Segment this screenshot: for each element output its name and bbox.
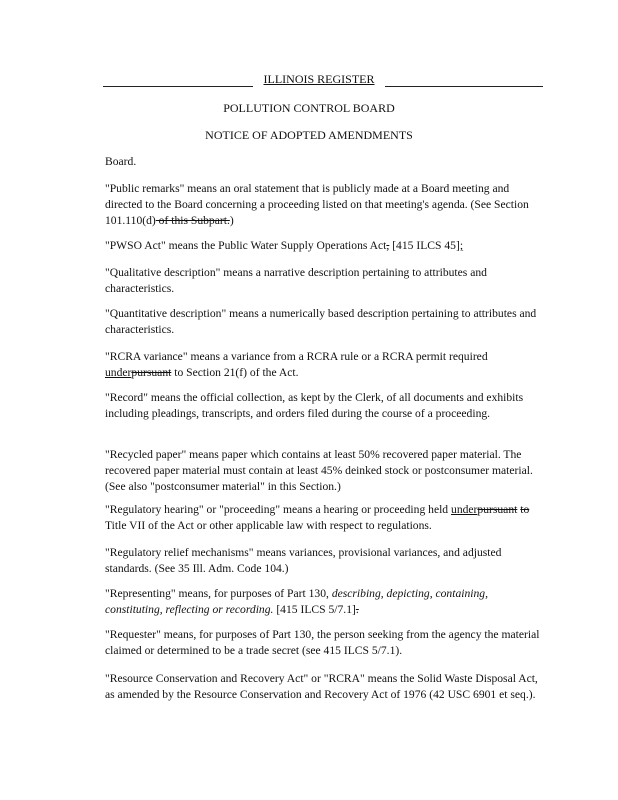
text-segment: [415 ILCS 5/7.1]: [273, 603, 356, 616]
text-segment: to Section 21(f) of the Act.: [171, 366, 299, 379]
paragraph-board: Board.: [105, 155, 137, 168]
deleted-text: pursuant: [477, 503, 518, 516]
header-rule-left: [103, 86, 253, 87]
register-header: [103, 72, 543, 90]
text-segment: [415 ILCS 45]: [389, 239, 460, 252]
text-segment: Title VII of the Act or other applicable law with respect to regulations.: [105, 519, 432, 532]
text-segment: "RCRA variance" means a variance from a RCRA rule or a RCRA permit required: [105, 350, 488, 363]
definition-regulatory-relief: "Regulatory relief mechanisms" means variances, provisional variances, and adjusted standards. (See 35 Ill. Adm. Code 104.): [105, 546, 502, 575]
definition-regulatory-hearing: [105, 502, 545, 534]
deleted-text: .: [355, 603, 359, 616]
header-rule-right: [385, 86, 543, 87]
definition-requester: "Requester" means, for purposes of Part 130, the person seeking from the agency the material claimed or determined to be a trade secret (see 415 ILCS 5/7.1).: [105, 628, 540, 657]
definition-qualitative-description: "Qualitative description" means a narrative description pertaining to attributes and characteristics.: [105, 266, 487, 295]
definition-pwso-act: [105, 238, 545, 254]
register-title: ILLINOIS REGISTER: [263, 72, 375, 86]
text-segment: "Regulatory hearing" or "proceeding" means a hearing or proceeding held: [105, 503, 452, 516]
definition-representing: [105, 586, 545, 618]
text-segment: ): [229, 214, 234, 227]
definition-rcra-variance: [105, 349, 545, 381]
board-name: POLLUTION CONTROL BOARD: [223, 101, 395, 115]
text-segment: "Public remarks" means an oral statement that is publicly made at a Board meeting and directed to the Board concerning a proceeding listed on that meeting's agenda. (See Section 101.110(d): [105, 182, 529, 227]
definition-rcra: "Resource Conservation and Recovery Act" or "RCRA" means the Solid Waste Disposal Act, as amended by the Resource Conservation and Recovery Act of 1976 (42 USC 6901 et seq.).: [105, 672, 538, 701]
inserted-text: under: [105, 366, 132, 379]
statutory-text: describing, depicting, containing, constituting, reflecting or recording.: [105, 587, 488, 616]
deleted-text: pursuant: [131, 366, 172, 379]
notice-title: NOTICE OF ADOPTED AMENDMENTS: [205, 128, 413, 142]
inserted-text: under: [451, 503, 478, 516]
deleted-text: ,: [386, 239, 390, 252]
definition-record: "Record" means the official collection, as kept by the Clerk, of all documents and exhibits including pleadings, transcripts, and orders filed during the course of a proceeding.: [105, 391, 524, 420]
inserted-text: ;: [459, 239, 464, 252]
definition-quantitative-description: "Quantitative description" means a numerically based description pertaining to attributes and characteristics.: [105, 307, 537, 336]
deleted-text: to: [520, 503, 530, 516]
deleted-text: of this Subpart.: [155, 214, 230, 227]
text-segment: "Representing" means, for purposes of Part 130,: [105, 587, 332, 600]
definition-public-remarks: [105, 181, 545, 229]
definition-recycled-paper: "Recycled paper" means paper which contains at least 50% recovered paper material. The recovered paper material must contain at least 45% deinked stock or postconsumer material. (See also "postconsumer material" in this Section.): [105, 448, 533, 493]
text-segment: "PWSO Act" means the Public Water Supply Operations Act: [105, 239, 387, 252]
